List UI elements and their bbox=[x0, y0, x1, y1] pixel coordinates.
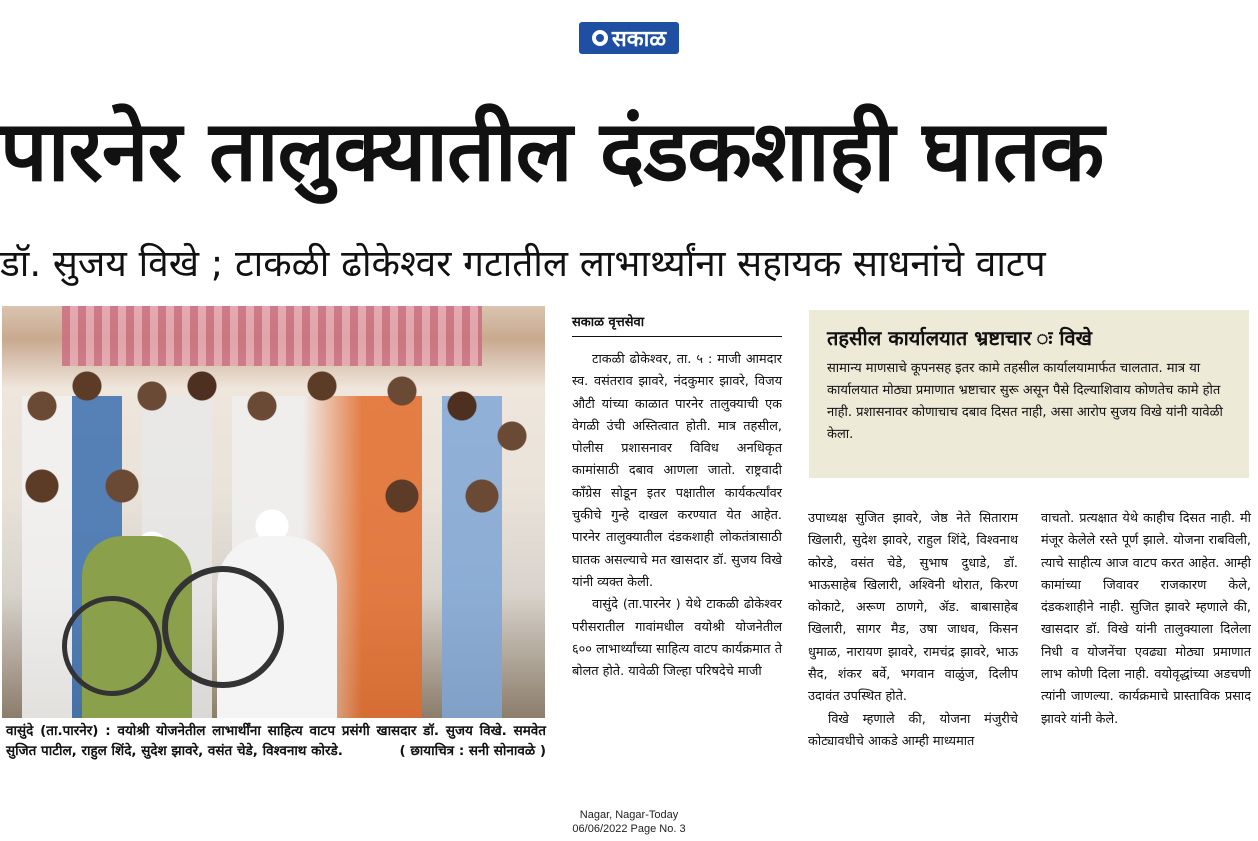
article-paragraph-3: उपाध्यक्ष सुजित झावरे, जेष्ठ नेते सिताराम खिलारी, सुदेश झावरे, राहुल शिंदे, विश्वनाथ कोरडे, वसंत चेडे, सुभाष दुधाडे, डॉ. भाऊसाहेब खिलारी, अश्विनी थोरात, किरण कोकाटे, अरूण ठाणगे, ॲड. बाबासाहेब खिलारी, सागर मैड, उषा जाधव, किसन धुमाळ, नारायण झावरे, रामचंद्र झावरे, भाऊ सैद, शंकर बर्वे, भगवान वाळुंज, दिलीप उदावंत उपस्थित होते. bbox=[808, 511, 1018, 705]
wheelchair-icon-2 bbox=[62, 596, 162, 696]
headline: पारनेर तालुक्यातील दंडकशाही घातक bbox=[0, 102, 1104, 200]
news-photo bbox=[2, 306, 545, 718]
article-paragraph-2: वासुंदे (ता.पारनेर ) येथे टाकळी ढोकेश्वर परीसरातील गावांमधील वयोश्री योजनेतील ६०० लाभार्थ्यांच्या साहित्य वाटप कार्यक्रमात ते बोलत होते. यावेळी जिल्हा परिषदेचे माजी bbox=[572, 597, 782, 680]
box-text: सामान्य माणसाचे कूपनसह इतर कामे तहसील कार्यालयामार्फत चालतात. मात्र या कार्यालयात मोठ्या प्रमाणात भ्रष्टाचार सुरू असून पैसे दिल्याशिवाय कोणतेच कामे होत नाही. प्रशासनावर कोणाचाच दबाव दिसत नाही, असा आरोप सुजय विखे यांनी यावेळी केला. bbox=[827, 361, 1223, 442]
sakal-logo-icon bbox=[592, 30, 608, 46]
caption-text: वासुंदे (ता.पारनेर) : वयोश्री योजनेतील लाभार्थींना साहित्य वाटप प्रसंगी खासदार डॉ. सुजय विखे. समवेत सुजित पाटील, राहुल शिंदे, सुदेश झावरे, वसंत चेडे, विश्वनाथ कोरडे. bbox=[6, 723, 546, 759]
subheadline: डॉ. सुजय विखे ; टाकळी ढोकेश्वर गटातील लाभार्थ्यांना सहायक साधनांचे वाटप bbox=[0, 242, 1046, 285]
article-column-2 bbox=[808, 508, 1018, 753]
page-footer bbox=[529, 808, 729, 836]
masthead-logo bbox=[579, 22, 679, 54]
article-column-1 bbox=[572, 312, 782, 683]
box-title: तहसील कार्यालयात भ्रष्टाचार ः विखे bbox=[827, 326, 1092, 350]
article-paragraph-5: वाचतो. प्रत्यक्षात येथे काहीच दिसत नाही. मी मंजूर केलेले रस्ते पूर्ण झाले. योजना राबविली, त्याचे साहीत्य आज वाटप करत आहेत. आम्ही कामांच्या जिवावर राजकारण केले, दंडकशाहीने नाही. सुजित झावरे म्हणाले की, खासदार डॉ. विखे यांनी तालुक्याला दिलेला निधी व योजनेंचा एवढ्या मोठ्या प्रमाणात लाभ कोणी दिला नाही. वयोवृद्धांच्या अडचणी त्यांनी जाणल्या. कार्यक्रमाचे प्रास्ताविक प्रसाद झावरे यांनी केले. bbox=[1041, 511, 1251, 727]
article-paragraph-4: विखे म्हणाले की, योजना मंजुरीचे कोट्यावधीचे आकडे आम्ही माध्यमात bbox=[808, 711, 1018, 749]
sidebar-box bbox=[809, 310, 1249, 478]
photo-credit: ( छायाचित्र : सनी सोनावळे ) bbox=[399, 742, 546, 759]
photo-caption bbox=[6, 722, 546, 761]
footer-date-page: 06/06/2022 Page No. 3 bbox=[572, 823, 686, 835]
article-column-3 bbox=[1041, 508, 1251, 731]
wheelchair-icon bbox=[162, 566, 284, 688]
article-paragraph-1: टाकळी ढोकेश्वर, ता. ५ : माजी आमदार स्व. वसंतराव झावरे, नंदकुमार झावरे, विजय औटी यांच्या काळात पारनेर तालुक्याची एक वेगळी उंची अस्तित्वात होती. मात्र तहसील, पोलीस प्रशासनावर विविध अनधिकृत कामांसाठी दबाव आणला जातो. राष्ट्रवादी काँग्रेस सोडून इतर पक्षातील कार्यकर्त्यांवर चुकीचे गुन्हे दाखल करण्यात येत आहेत. पारनेर तालुक्यातील दंडकशाही लोकतंत्रासाठी घातक असल्याचे मत खासदार डॉ. सुजय विखे यांनी व्यक्त केली. bbox=[572, 352, 782, 590]
byline: सकाळ वृत्तसेवा bbox=[572, 312, 782, 337]
footer-edition: Nagar, Nagar-Today bbox=[579, 809, 679, 821]
masthead-name: सकाळ bbox=[611, 27, 667, 52]
